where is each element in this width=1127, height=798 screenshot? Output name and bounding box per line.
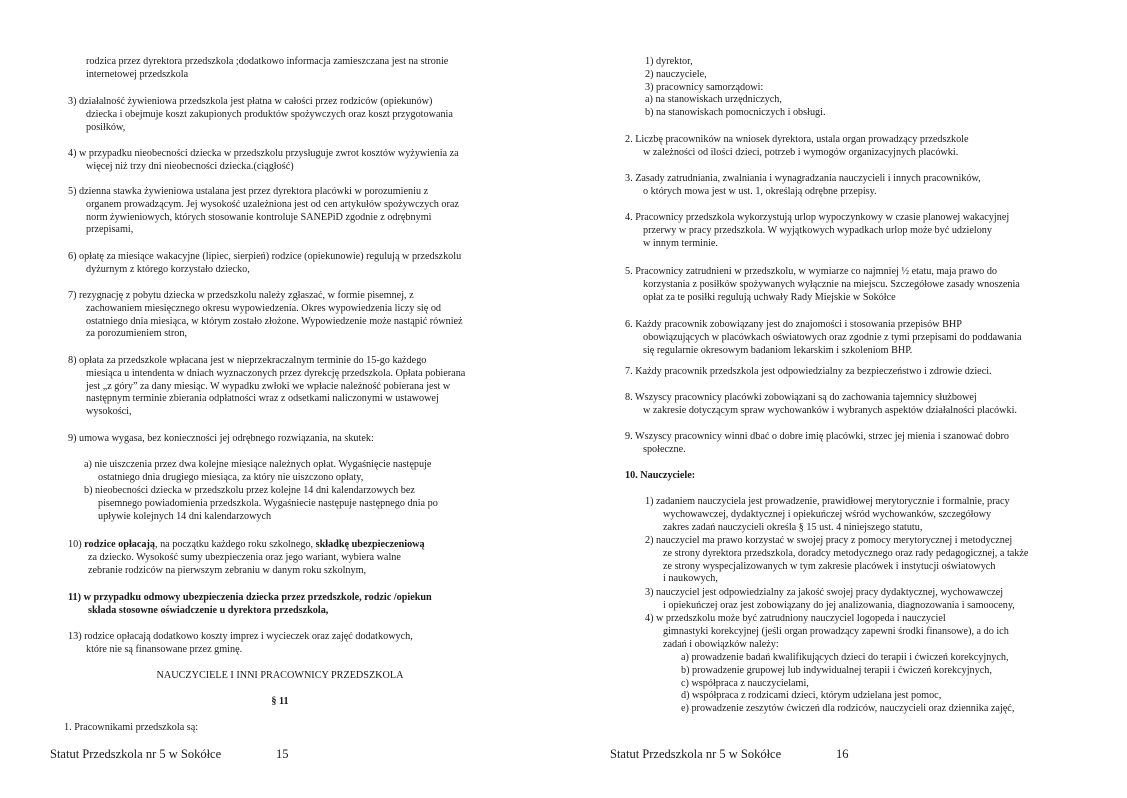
text-line: i naukowych, (663, 573, 718, 585)
left-page (0, 0, 563, 798)
list-item: 2) nauczyciele, (645, 68, 707, 80)
text-line: ostatniego dnia drugiego miesiąca, za który nie uiszczono opłaty, (98, 471, 364, 483)
page-footer: Statut Przedszkola nr 5 w Sokółce (50, 747, 222, 761)
text-line: wychowawczej, dydaktycznej i opiekuńczej wśród wychowanków, szczegółowy (663, 508, 992, 520)
list-item: e) prowadzenie zeszytów ćwiczeń dla rodziców, nauczycieli oraz dziennika zajęć, (681, 703, 1015, 715)
text-line: 5) dzienna stawka żywieniowa ustalana jest przez dyrektora placówki w porozumieniu z (68, 186, 429, 197)
text-line: 5. Pracownicy zatrudnieni w przedszkolu, w wymiarze co najmniej ½ etatu, maja prawo do (625, 266, 998, 277)
text-line (68, 539, 512, 552)
text-line: 9. Wszyscy pracownicy winni dbać o dobre imię placówki, strzec jej mienia i szanować dobro (625, 431, 1009, 442)
text-line: które nie są finansowane przez gminę. (86, 643, 243, 655)
list-item-8 (68, 355, 512, 419)
text-line: 4) w przedszkolu może być zatrudniony nauczyciel logopeda i nauczyciel (645, 613, 946, 624)
text-line: norm żywieniowych, których stosowanie kontroluje SANEPiD zgodnie z odrębnymi (86, 211, 432, 223)
list-item-4 (68, 148, 512, 174)
text-line: dziecka i obejmuje koszt zakupionych produktów spożywczych oraz koszt przygotowania (86, 108, 453, 120)
text-line: 8) opłata za przedszkole wpłacana jest w nieprzekraczalnym terminie do 15-go każdego (68, 355, 427, 366)
text-line: internetowej przedszkola (86, 68, 189, 80)
text-line: 11) w przypadku odmowy ubezpieczenia dziecka przez przedszkole, rodzic /opiekun (68, 592, 432, 603)
numbered-item-10-heading: 10. Nauczyciele: (625, 470, 696, 481)
text-line: 2) nauczyciel ma prawo korzystać w swojej pracy z pomocy merytorycznej i metodycznej (645, 535, 1013, 546)
teacher-item-3 (645, 587, 1073, 613)
text-line: przepisami, (86, 224, 134, 236)
teacher-item-1 (645, 496, 1073, 534)
text-line: upływie kolejnych 14 dni kalendarzowych (98, 510, 272, 522)
text-line: posiłków, (86, 121, 126, 133)
text-line: następnym terminie zbierania odpłatności wraz z odsetkami naliczonymi w ustawowej (86, 393, 439, 405)
text-line: 6) opłatę za miesiące wakacyjne (lipiec, sierpień) rodzice (opiekunowie) regulują w przedszkolu (68, 251, 462, 262)
text-line: 2. Liczbę pracowników na wniosek dyrektora, ustala organ prowadzący przedszkole (625, 134, 969, 145)
text-line: ze strony wyspecjalizowanych w tym zakresie placówek i instytucji oświatowych (663, 560, 996, 572)
text-line: i opiekuńczej oraz jest zobowiązany do jej analizowania, diagnozowania i samooceny, (663, 599, 1015, 611)
section-number: § 11 (271, 696, 289, 707)
list-item-9b (84, 485, 512, 523)
list-item-5 (68, 186, 512, 237)
text-line: dyżurnym z którego korzystało dziecko, (86, 263, 250, 275)
staff-list (645, 56, 1085, 120)
text-line: organem prowadzącym. Jej wysokość uzależniona jest od cen artykułów spożywczych oraz (86, 198, 459, 210)
numbered-item-1: 1. Pracownikami przedszkola są: (64, 722, 199, 733)
text-line: a) nie uiszczenia przez dwa kolejne miesiące należnych opłat. Wygaśnięcie następuje (84, 459, 432, 470)
text-line: za dziecko. Wysokość sumy ubezpieczenia oraz jego wariant, wybiera walne (88, 551, 401, 563)
list-item-13 (68, 631, 512, 657)
text-line: 9) umowa wygasa, bez konieczności jej odrębnego rozwiązania, na skutek: (68, 433, 374, 444)
paragraph-continuation (86, 56, 510, 82)
text-line: opłat za te posiłki regulują uchwały Rady Miejskie w Sokółce (643, 291, 896, 303)
text-segment: , na początku każdego roku szkolnego, (154, 539, 316, 550)
text-line: 3) nauczyciel jest odpowiedzialny za jakość swojej pracy dydaktycznej, wychowawczej (645, 587, 1004, 598)
text-line: w zakresie dotyczącym spraw wychowanków i wybranych aspektów działalności placówki. (643, 404, 1017, 416)
text-line: zachowaniem miesięcznego okresu wypowiedzenia. Okres wypowiedzenia liczy się od (86, 302, 442, 314)
text-line: więcej niż trzy dni nieobecności dziecka.(ciągłość) (86, 160, 294, 172)
text-line: ostatniego dnia miesiąca, w którym zostało złożone. Wypowiedzenie może nastąpić również (86, 315, 463, 327)
numbered-item-7: 7. Każdy pracownik przedszkola jest odpowiedzialny za bezpieczeństwo i zdrowie dzieci. (625, 366, 992, 377)
list-item-6 (68, 251, 512, 277)
text-line: 3) działalność żywieniowa przedszkola jest płatna w całości przez rodziców (opiekunów) (68, 96, 433, 107)
text-line: korzystania z posiłków spożywanych wyłącznie na miejscu. Szczegółowe zasady wnoszenia (643, 278, 1020, 290)
text-line: 3. Zasady zatrudniania, zwalniania i wynagradzania nauczycieli i innych pracowników, (625, 173, 981, 184)
page-number: 16 (836, 747, 849, 761)
list-item: d) współpraca z rodzicami dzieci, którym udzielana jest pomoc, (681, 690, 942, 702)
section-title: NAUCZYCIELE I INNI PRACOWNICY PRZEDSZKOLA (156, 670, 404, 681)
text-line: o których mowa jest w ust. 1, określają odrębne przepisy. (643, 185, 877, 197)
teacher-item-4 (645, 613, 1073, 651)
emphasis-text: rodzice opłacają (84, 539, 155, 550)
numbered-item-5 (625, 266, 1073, 304)
text-line: za porozumieniem stron, (86, 328, 187, 340)
text-line: 13) rodzice opłacają dodatkowo koszty imprez i wycieczek oraz zajęć dodatkowych, (68, 631, 413, 642)
numbered-item-9 (625, 431, 1073, 457)
teacher-item-4-list (681, 652, 1073, 716)
list-item: 3) pracownicy samorządowi: (645, 81, 764, 93)
text-line: rodzica przez dyrektora przedszkola ;dodatkowo informacja zamieszczana jest na stronie (86, 56, 449, 67)
text-line: 7) rezygnację z pobytu dziecka w przedszkolu należy zgłaszać, w formie pisemnej, z (68, 290, 414, 301)
list-item-7 (68, 290, 512, 341)
text-line: zadań i obowiązków należy: (663, 638, 779, 650)
numbered-item-4 (625, 212, 1073, 250)
text-line: 1) zadaniem nauczyciela jest prowadzenie, prawidłowej merytorycznie i formalnie, pracy (645, 496, 1010, 507)
text-line: pisemnego powiadomienia przedszkola. Wygaśniecie następuje następnego dnia po (98, 497, 438, 509)
numbered-item-2 (625, 134, 1073, 160)
list-item: a) na stanowiskach urzędniczych, (645, 94, 782, 106)
text-line: 6. Każdy pracownik zobowiązany jest do znajomości i stosowania przepisów BHP (625, 319, 962, 330)
text-line: wysokości, (86, 406, 132, 418)
text-line: zebranie rodziców na pierwszym zebraniu w danym roku szkolnym, (88, 564, 367, 576)
list-item-9a (84, 459, 512, 485)
numbered-item-6 (625, 319, 1073, 357)
text-line: społeczne. (643, 443, 686, 455)
numbered-item-3 (625, 173, 1073, 199)
text-line: zakres zadań nauczycieli określa § 15 ust. 4 niniejszego statutu, (663, 521, 923, 533)
right-page (563, 0, 1127, 798)
item-number: 10) (68, 539, 85, 550)
text-line: ze strony dyrektora przedszkola, doradcy metodycznego oraz rady pedagogicznej, a także (663, 547, 1029, 559)
list-item: b) prowadzenie grupowej lub indywidualnej terapii i ćwiczeń korekcyjnych, (681, 664, 992, 676)
text-line: gimnastyki korekcyjnej (jeśli organ prowadzący zapewni środki finansowe), a do ich (663, 625, 1009, 637)
emphasis-text: składkę ubezpieczeniową (315, 539, 425, 550)
list-item-11 (68, 592, 512, 618)
text-line: jest „z góry” za dany miesiąc. W wypadku zwłoki we wpłacie należność pobierana jest w (86, 380, 451, 392)
list-item: c) współpraca z nauczycielami, (681, 677, 809, 689)
list-item-3 (68, 96, 512, 134)
text-line: obowiązujących w placówkach oświatowych oraz zgodnie z tymi przepisami do poddawania (643, 331, 1022, 343)
text-line: składa stosowne oświadczenie u dyrektora przedszkola, (88, 604, 329, 616)
text-line: się regularnie okresowym badaniom lekarskim i szkoleniom BHP. (643, 344, 913, 356)
list-item: b) na stanowiskach pomocniczych i obsługi. (645, 107, 826, 119)
list-item: 1) dyrektor, (645, 56, 693, 67)
text-line: miesiąca u intendenta w dniach wyznaczonych przez dyrekcję przedszkola. Opłata pobierana (86, 367, 466, 379)
list-item-10 (68, 539, 512, 577)
numbered-item-8 (625, 392, 1073, 418)
text-line: 4. Pracownicy przedszkola wykorzystują urlop wypoczynkowy w czasie planowej wakacyjnej (625, 212, 1010, 223)
teacher-item-2 (645, 535, 1073, 586)
text-line: w innym terminie. (643, 237, 718, 249)
text-line: w zależności od ilości dzieci, potrzeb i wymogów organizacyjnych placówki. (643, 146, 959, 158)
text-line: b) nieobecności dziecka w przedszkolu przez kolejne 14 dni kalendarzowych bez (84, 485, 415, 496)
text-line: 8. Wszyscy pracownicy placówki zobowiązani są do zachowania tajemnicy służbowej (625, 392, 977, 403)
list-item: a) prowadzenie badań kwalifikujących dzieci do terapii i ćwiczeń korekcyjnych, (681, 652, 1009, 663)
page-footer: Statut Przedszkola nr 5 w Sokółce (610, 747, 782, 761)
list-item-9 (68, 433, 512, 446)
text-line: 4) w przypadku nieobecności dziecka w przedszkolu przysługuje zwrot kosztów wyżywienia za (68, 148, 459, 159)
page-number: 15 (276, 747, 289, 761)
text-line: przerwy w pracy przedszkola. W wyjątkowych wypadkach urlop może być udzielony (643, 224, 992, 236)
